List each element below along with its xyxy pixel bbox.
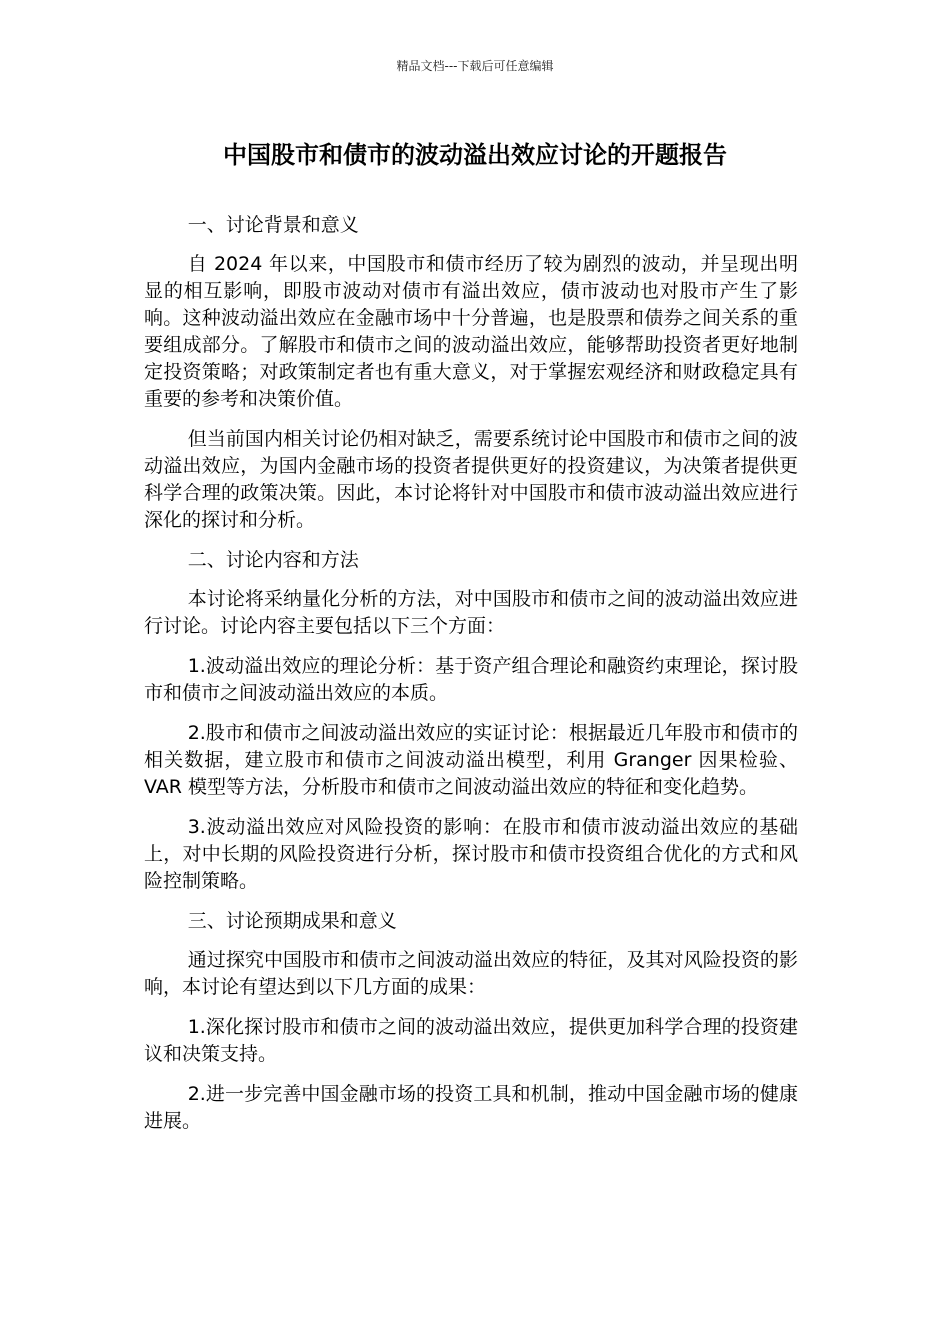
list-item-result-1: 1.深化探讨股市和债市之间的波动溢出效应，提供更加科学合理的投资建议和决策支持。 [144,1016,798,1065]
page-header: 精品文档---下载后可任意编辑 [396,59,554,73]
paragraph-method-intro: 本讨论将采纳量化分析的方法，对中国股市和债市之间的波动溢出效应进行讨论。讨论内容主要包括以下三个方面： [144,588,798,637]
section-heading-content-method: 二、讨论内容和方法 [187,549,359,571]
list-item-theory-analysis: 1.波动溢出效应的理论分析：基于资产组合理论和融资约束理论，探讨股市和债市之间波动溢出效应的本质。 [144,655,798,704]
paragraph-background-2: 但当前国内相关讨论仍相对缺乏，需要系统讨论中国股市和债市之间的波动溢出效应，为国内金融市场的投资者提供更好的投资建议，为决策者提供更科学合理的政策决策。因此，本讨论将针对中国股市和债市波动溢出效应进行深化的探讨和分析。 [144,428,798,531]
section-heading-expected-results: 三、讨论预期成果和意义 [187,910,397,932]
list-item-result-2: 2.进一步完善中国金融市场的投资工具和机制，推动中国金融市场的健康进展。 [144,1083,798,1132]
list-item-empirical-study: 2.股市和债市之间波动溢出效应的实证讨论：根据最近几年股市和债市的相关数据，建立股市和债市之间波动溢出模型，利用 Granger 因果检验、VAR 模型等方法，分析股市和债市之间波动溢出效应的特征和变化趋势。 [144,722,798,798]
paragraph-results-intro: 通过探究中国股市和债市之间波动溢出效应的特征，及其对风险投资的影响，本讨论有望达到以下几方面的成果： [144,949,798,998]
document-body [144,212,798,1148]
list-item-risk-investment: 3.波动溢出效应对风险投资的影响：在股市和债市波动溢出效应的基础上，对中长期的风险投资进行分析，探讨股市和债市投资组合优化的方式和风险控制策略。 [144,816,798,892]
document-title: 中国股市和债市的波动溢出效应讨论的开题报告 [223,141,727,169]
paragraph-background-1: 自 2024 年以来，中国股市和债市经历了较为剧烈的波动，并呈现出明显的相互影响，即股市波动对债市有溢出效应，债市波动也对股市产生了影响。这种波动溢出效应在金融市场中十分普遍，也是股票和债券之间关系的重要组成部分。了解股市和债市之间的波动溢出效应，能够帮助投资者更好地制定投资策略；对政策制定者也有重大意义，对于掌握宏观经济和财政稳定具有重要的参考和决策价值。 [144,253,798,410]
section-heading-background: 一、讨论背景和意义 [187,214,359,236]
